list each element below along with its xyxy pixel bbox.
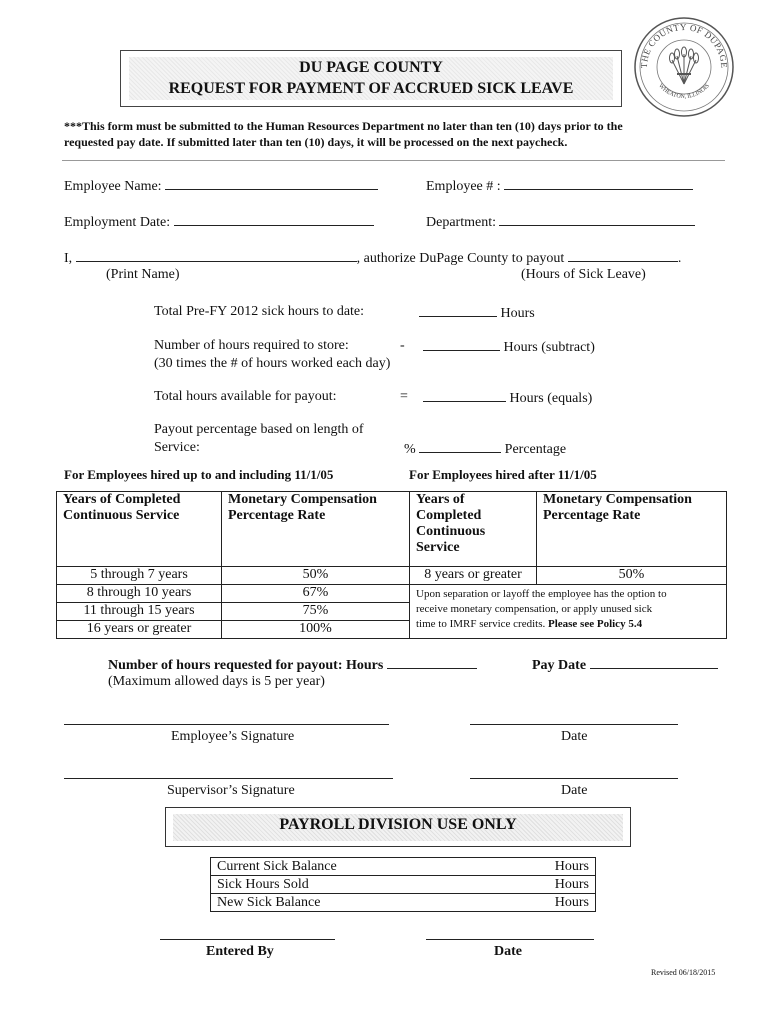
policy-note-line	[416, 617, 720, 632]
employee-name-line[interactable]	[165, 177, 378, 190]
supervisor-date-line[interactable]	[470, 778, 678, 779]
entered-by-label: Entered By	[206, 944, 274, 959]
payroll-unit[interactable]: Hours	[543, 894, 596, 912]
entered-date-label: Date	[494, 944, 522, 959]
employee-number-label: Employee # :	[426, 179, 501, 194]
policy-note-cell	[410, 585, 727, 639]
employee-name-field[interactable]	[64, 177, 378, 195]
table-row	[211, 894, 596, 912]
hours-sick-leave-caption: (Hours of Sick Leave)	[521, 267, 646, 282]
after-years-cell: 8 years or greater	[410, 567, 537, 585]
entered-date-line[interactable]	[426, 939, 594, 940]
employment-date-line[interactable]	[174, 213, 374, 226]
available-field[interactable]	[423, 389, 592, 407]
pay-date-line[interactable]	[590, 656, 718, 669]
entered-by-line[interactable]	[160, 939, 335, 940]
rate-cell: 100%	[222, 621, 410, 639]
supervisor-signature-label: Supervisor’s Signature	[167, 783, 295, 798]
employment-date-label: Employment Date:	[64, 215, 171, 230]
required-note: (30 times the # of hours worked each day)	[154, 356, 391, 371]
compensation-table	[56, 491, 727, 639]
table-row	[211, 858, 596, 876]
divider	[62, 160, 725, 161]
required-operator: -	[400, 338, 405, 353]
hours-requested-line[interactable]	[387, 656, 477, 669]
employee-date-line[interactable]	[470, 724, 678, 725]
county-title: DU PAGE COUNTY	[299, 59, 443, 76]
authorize-end: .	[677, 251, 682, 266]
table-header-row	[57, 492, 727, 567]
employee-signature-label: Employee’s Signature	[171, 729, 295, 744]
rate-cell: 67%	[222, 585, 410, 603]
available-label: Total hours available for payout:	[154, 389, 337, 404]
authorize-prefix: I,	[64, 251, 73, 266]
print-name-line[interactable]	[76, 249, 357, 262]
header-rate-before	[222, 492, 410, 567]
header-years-after	[410, 492, 537, 567]
required-unit: Hours (subtract)	[503, 340, 595, 355]
seal-text-top: THE COUNTY OF DUPAGE	[638, 21, 730, 69]
payroll-label: Sick Hours Sold	[211, 876, 544, 894]
hours-requested-field[interactable]	[108, 656, 477, 674]
policy-note-line: receive monetary compensation, or apply unused sick	[416, 603, 653, 615]
header-years-before	[57, 492, 222, 567]
available-operator: =	[400, 389, 408, 404]
employee-name-label: Employee Name:	[64, 179, 162, 194]
rate-cell: 50%	[222, 567, 410, 585]
header-text: Service	[416, 540, 460, 555]
available-line[interactable]	[423, 389, 506, 402]
heading-before-2005: For Employees hired up to and including 11/1/05	[64, 467, 334, 482]
pay-date-field[interactable]	[532, 656, 718, 674]
required-label: Number of hours required to store:	[154, 338, 349, 353]
authorize-line	[64, 249, 681, 267]
payroll-label: New Sick Balance	[211, 894, 544, 912]
authorize-text: , authorize DuPage County to payout	[356, 251, 565, 266]
table-row	[211, 876, 596, 894]
years-cell: 11 through 15 years	[57, 603, 222, 621]
department-label: Department:	[426, 215, 496, 230]
notice-line-1: ***This form must be submitted to the Human Resources Department no later than ten (10) days prior to the	[64, 119, 623, 133]
department-field[interactable]	[426, 213, 695, 231]
heading-after-2005: For Employees hired after 11/1/05	[409, 467, 597, 482]
payout-unit: Percentage	[504, 442, 567, 457]
print-name-caption: (Print Name)	[106, 267, 180, 282]
sick-hours-line[interactable]	[568, 249, 678, 262]
form-title: REQUEST FOR PAYMENT OF ACCRUED SICK LEAVE	[168, 80, 574, 97]
available-unit: Hours (equals)	[509, 391, 593, 406]
payout-operator: %	[404, 442, 416, 457]
total-pre-label: Total Pre-FY 2012 sick hours to date:	[154, 304, 365, 319]
after-rate-cell: 50%	[537, 567, 727, 585]
revised-date: Revised 06/18/2015	[651, 968, 716, 977]
header-text: Continuous	[416, 524, 486, 539]
total-pre-unit: Hours	[500, 306, 535, 321]
header-text: Completed	[416, 508, 482, 523]
pay-date-label: Pay Date	[532, 658, 587, 673]
payroll-unit[interactable]: Hours	[543, 858, 596, 876]
employee-signature-line[interactable]	[64, 724, 389, 725]
header-text: Monetary Compensation	[543, 492, 692, 507]
years-cell: 16 years or greater	[57, 621, 222, 639]
required-field[interactable]	[423, 338, 595, 356]
payout-line[interactable]	[419, 440, 501, 453]
header-text: Monetary Compensation	[228, 492, 377, 507]
total-pre-line[interactable]	[419, 304, 497, 317]
max-days-note: (Maximum allowed days is 5 per year)	[108, 674, 325, 689]
rate-cell: 75%	[222, 603, 410, 621]
payroll-title: PAYROLL DIVISION USE ONLY	[279, 816, 517, 833]
seal-text-bottom: WHEATON, ILLINOIS	[657, 83, 711, 101]
payroll-table	[210, 857, 596, 912]
table-row	[57, 585, 727, 603]
payroll-unit[interactable]: Hours	[543, 876, 596, 894]
title-box	[120, 50, 622, 107]
hours-requested-label: Number of hours requested for payout: Hours	[108, 658, 384, 673]
total-pre-field[interactable]	[419, 304, 535, 322]
table-row	[57, 567, 727, 585]
payroll-label: Current Sick Balance	[211, 858, 544, 876]
header-text: Continuous Service	[63, 508, 180, 523]
policy-reference: Please see Policy 5.4	[547, 618, 643, 630]
header-rate-after	[537, 492, 727, 567]
years-cell: 5 through 7 years	[57, 567, 222, 585]
employment-date-field[interactable]	[64, 213, 374, 231]
employee-number-field[interactable]	[426, 177, 693, 195]
employee-number-line[interactable]	[504, 177, 693, 190]
policy-note-text: time to IMRF service credits.	[416, 618, 546, 630]
department-line[interactable]	[499, 213, 695, 226]
payout-label-2: Service:	[154, 440, 200, 455]
supervisor-signature-line[interactable]	[64, 778, 393, 779]
policy-note-line: Upon separation or layoff the employee has the option to	[416, 588, 667, 600]
header-text: Years of Completed	[63, 492, 181, 507]
payout-label-1: Payout percentage based on length of	[154, 422, 364, 437]
employee-date-label: Date	[561, 729, 588, 744]
county-seal-logo	[633, 16, 735, 118]
notice-line-2: requested pay date. If submitted later than ten (10) days, it will be processed on the next paycheck.	[64, 135, 568, 149]
payroll-box	[165, 807, 631, 847]
header-text: Percentage Rate	[543, 508, 641, 523]
header-text: Percentage Rate	[228, 508, 326, 523]
years-cell: 8 through 10 years	[57, 585, 222, 603]
supervisor-date-label: Date	[561, 783, 588, 798]
payout-field[interactable]	[404, 440, 566, 458]
required-line[interactable]	[423, 338, 500, 351]
header-text: Years of	[416, 492, 465, 507]
